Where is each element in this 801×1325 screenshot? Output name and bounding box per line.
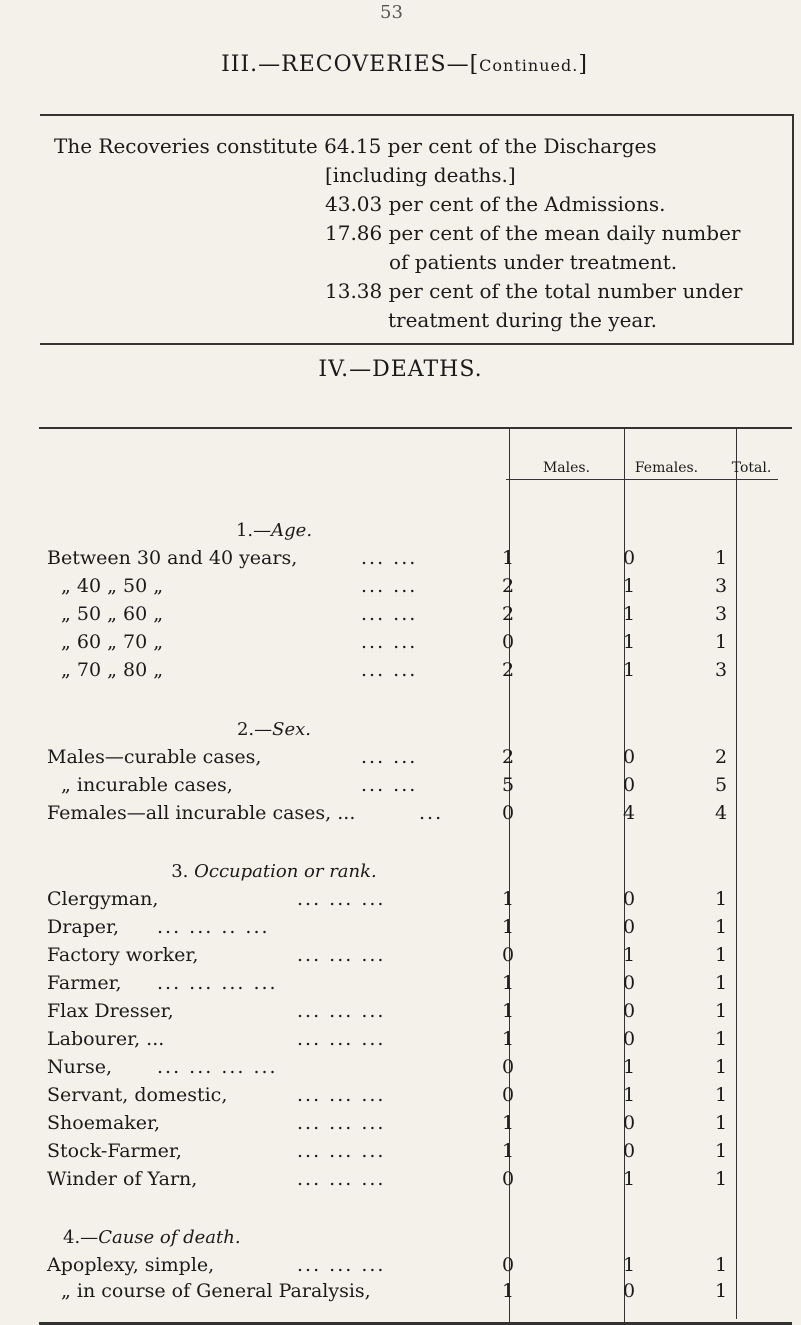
table-row: Clergyman, ... ... ... 1 0 1 (47, 888, 728, 910)
table-row: Labourer, ... ... ... ... 1 0 1 (47, 1028, 728, 1050)
header-total: Total. (731, 460, 772, 476)
recoveries-section-title (0, 52, 801, 77)
table-row: Servant, domestic, ... ... ... 0 1 1 (47, 1084, 728, 1106)
group-heading-sex: 2.—Sex. (236, 719, 312, 740)
recoveries-title-end: ] (578, 52, 588, 77)
table-row: „ 70 „ 80 „ ... ... 2 1 3 (61, 659, 728, 681)
table-row: „ in course of General Paralysis, 1 0 1 (61, 1280, 728, 1302)
table-row: Apoplexy, simple, ... ... ... 0 1 1 (47, 1254, 728, 1276)
deaths-section-title: IV.—DEATHS. (318, 357, 483, 382)
header-rule (506, 479, 778, 480)
table-row: Flax Dresser, ... ... ... 1 0 1 (47, 1000, 728, 1022)
table-row: „ 40 „ 50 „ ... ... 2 1 3 (61, 575, 728, 597)
table-row: „ 60 „ 70 „ ... ... 0 1 1 (61, 631, 728, 653)
group-heading-cause: 4.—Cause of death. (63, 1227, 241, 1248)
recoveries-line: 43.03 per cent of the Admissions. (325, 192, 666, 216)
page-number: 53 (380, 2, 403, 23)
group-heading-age: 1.—Age. (235, 520, 313, 541)
recoveries-line: of patients under treatment. (389, 250, 678, 274)
deaths-table (39, 427, 792, 1325)
recoveries-box (40, 114, 794, 345)
recoveries-line: 13.38 per cent of the total number under (325, 279, 743, 303)
header-females: Females. (634, 460, 699, 476)
table-row: Stock-Farmer, ... ... ... 1 0 1 (47, 1140, 728, 1162)
header-males: Males. (542, 460, 591, 476)
group-heading-occupation: 3. Occupation or rank. (171, 861, 377, 882)
recoveries-line: treatment during the year. (388, 308, 658, 332)
table-row: Winder of Yarn, ... ... ... 0 1 1 (47, 1168, 728, 1190)
table-row: Draper, ... ... .. ... 1 0 1 (47, 916, 728, 938)
table-row: Factory worker, ... ... ... 0 1 1 (47, 944, 728, 966)
recoveries-line: 17.86 per cent of the mean daily number (325, 221, 741, 245)
table-row: Shoemaker, ... ... ... 1 0 1 (47, 1112, 728, 1134)
recoveries-title-main: III.—RECOVERIES—[ (221, 52, 480, 77)
recoveries-line: [including deaths.] (325, 163, 516, 187)
table-row: Females—all incurable cases, ... ... 0 4 4 (47, 802, 728, 824)
recoveries-title-small: Continued. (479, 56, 579, 75)
table-row: Farmer, ... ... ... ... 1 0 1 (47, 972, 728, 994)
recoveries-line: The Recoveries constitute 64.15 per cent of the Discharges (54, 134, 657, 158)
table-row: „ 50 „ 60 „ ... ... 2 1 3 (61, 603, 728, 625)
table-row: Males—curable cases, ... ... 2 0 2 (47, 746, 728, 768)
table-row: Between 30 and 40 years, ... ... 1 0 1 (47, 547, 728, 569)
table-row: Nurse, ... ... ... ... 0 1 1 (47, 1056, 728, 1078)
table-row: „ incurable cases, ... ... 5 0 5 (61, 774, 728, 796)
